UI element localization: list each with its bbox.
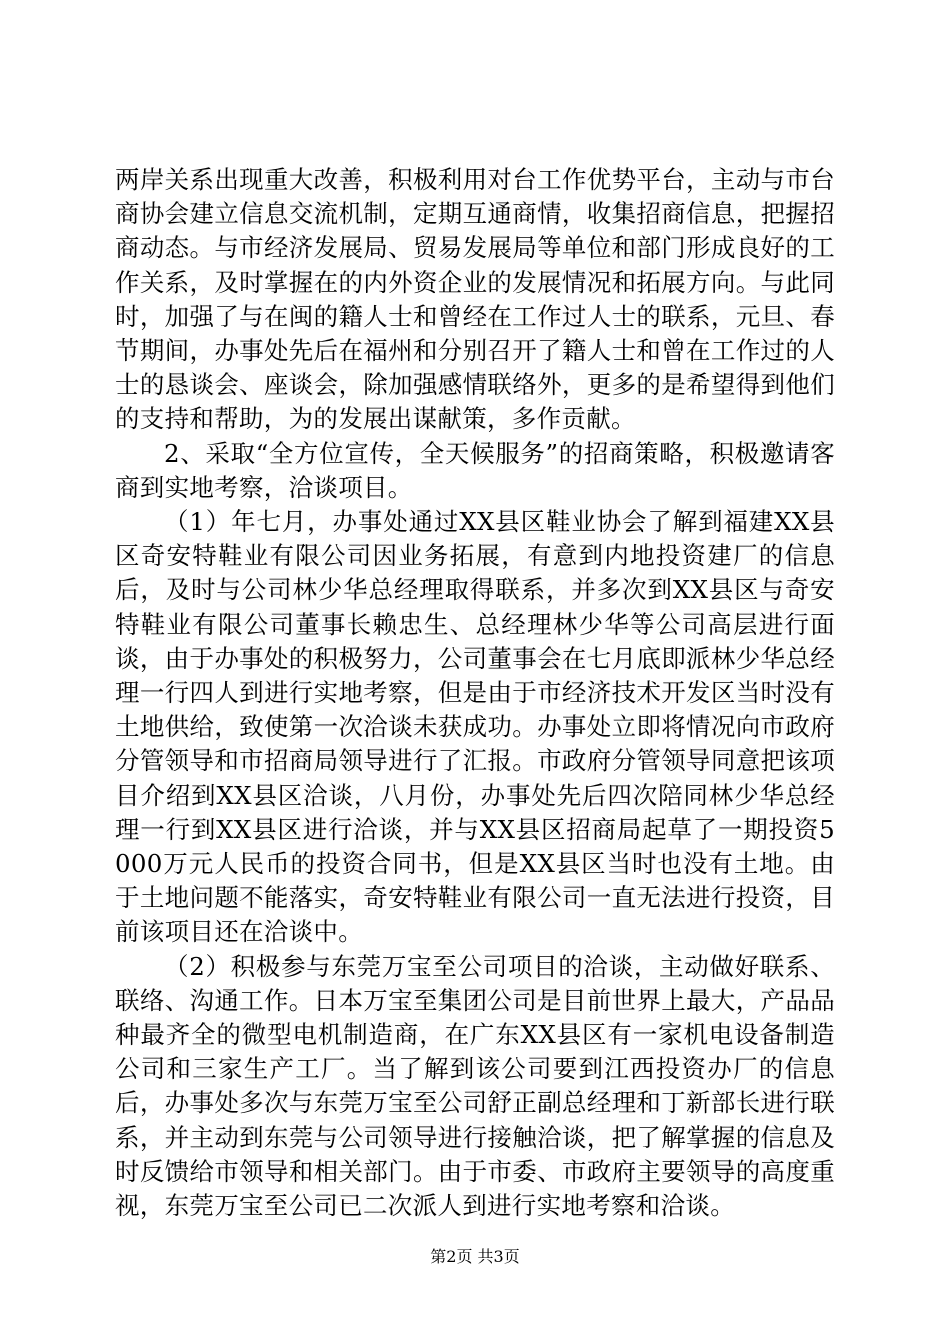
paragraph-shoe-company-project: （1）年七月，办事处通过XX县区鞋业协会了解到福建XX县区奇安特鞋业有限公司因业务拓展，有意到内地投资建厂的信息后，及时与公司林少华总经理取得联系，并多次到XX县区与奇安特鞋业有限公司董事长赖忠生、总经理林少华等公司高层进行面谈，由于办事处的积极努力，公司董事会在七月底即派林少华总经理一行四人到进行实地考察，但是由于市经济技术开发区当时没有土地供给，致使第一次洽谈未获成功。办事处立即将情况向市政府分管领导和市招商局领导进行了汇报。市政府分管领导同意把该项目介绍到XX县区洽谈，八月份，办事处先后四次陪同林少华总经理一行到XX县区进行洽谈，并与XX县区招商局起草了一期投资5000万元人民币的投资合同书，但是XX县区当时也没有土地。由于土地问题不能落实，奇安特鞋业有限公司一直无法进行投资，目前该项目还在洽谈中。 (115, 507, 835, 947)
paragraph-investment-strategy: 2、采取“全方位宣传，全天候服务”的招商策略，积极邀请客商到实地考察，洽谈项目。 (115, 438, 835, 502)
paragraph-taiwan-relations: 两岸关系出现重大改善，积极利用对台工作优势平台，主动与市台商协会建立信息交流机制，定期互通商情，收集招商信息，把握招商动态。与市经济发展局、贸易发展局等单位和部门形成良好的工作关系，及时掌握在的内外资企业的发展情况和拓展方向。与此同时，加强了与在闽的籍人士和曾经在工作过人士的联系，元旦、春节期间，办事处先后在福州和分别召开了籍人士和曾在工作过的人士的恳谈会、座谈会，除加强感情联络外，更多的是希望得到他们的支持和帮助，为的发展出谋献策，多作贡献。 (115, 165, 835, 434)
page-number-footer: 第2页 共3页 (430, 1247, 520, 1266)
document-body (115, 163, 835, 1223)
paragraph-mabuchi-project: （2）积极参与东莞万宝至公司项目的洽谈，主动做好联系、联络、沟通工作。日本万宝至集团公司是目前世界上最大，产品品种最齐全的微型电机制造商，在广东XX县区有一家机电设备制造公司和三家生产工厂。当了解到该公司要到江西投资办厂的信息后，办事处多次与东莞万宝至公司舒正副总经理和丁新部长进行联系，并主动到东莞与公司领导进行接触洽谈，把了解掌握的信息及时反馈给市领导和相关部门。由于市委、市政府主要领导的高度重视，东莞万宝至公司已二次派人到进行实地考察和洽谈。 (115, 951, 835, 1221)
